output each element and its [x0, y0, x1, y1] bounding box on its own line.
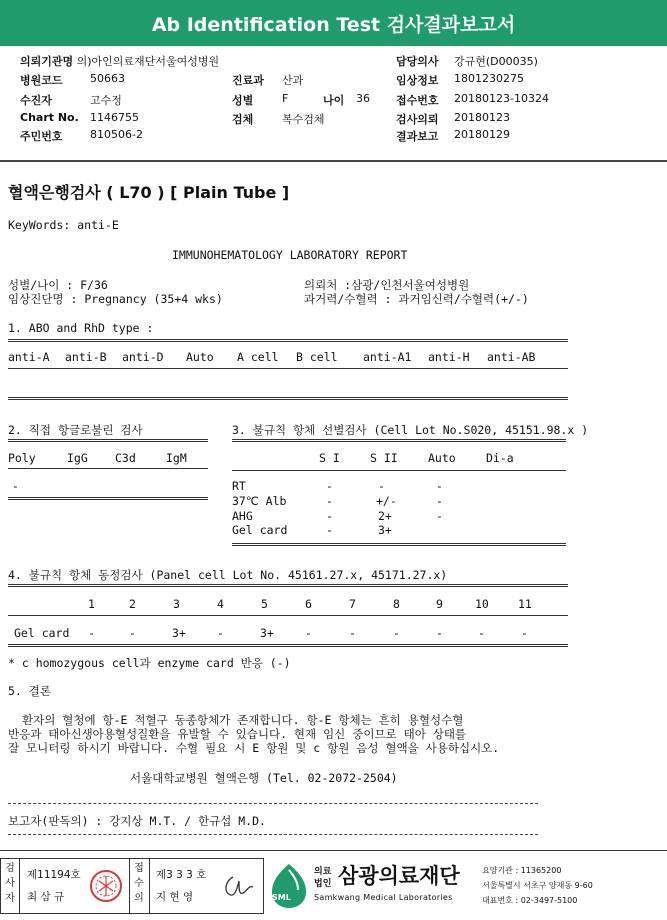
- dept-label: 진료과: [232, 74, 264, 87]
- screen-cell: +/-: [376, 494, 397, 508]
- seal-stamp: [89, 869, 123, 903]
- panel-cell: 3+: [260, 626, 274, 640]
- panel-col: 2: [129, 597, 136, 611]
- abo-top-rule: [8, 339, 568, 342]
- panel-bottom-rule: [8, 644, 568, 647]
- conclusion-line: 잘 모니터링 하시기 바랍니다. 수혈 필요 시 E 항원 및 c 항원 음성 혈액을 사용하십시오.: [8, 741, 500, 755]
- abo-col: anti-H: [428, 350, 470, 364]
- panel-cell: -: [478, 626, 485, 640]
- screen-cell: -: [436, 494, 443, 508]
- panel-heading: 4. 불규칙 항체 동정검사 (Panel cell Lot No. 45161.27.x, 45171.27.x): [8, 568, 448, 582]
- footer-vrule: [129, 859, 130, 913]
- abo-col: Auto: [186, 350, 214, 364]
- panel-top-rule: [8, 584, 568, 587]
- conclusion-line: 환자의 혈청에 항-E 적혈구 동종항체가 존재합니다. 항-E 항체는 흔히 용혈성수혈: [22, 713, 464, 727]
- doctor-value: 강규현(D00035): [454, 55, 538, 68]
- screen-cell: -: [378, 479, 385, 493]
- panel-cell: -: [393, 626, 400, 640]
- panel-mid-rule: [8, 615, 568, 616]
- header-row-patient: 수진자: [20, 94, 52, 107]
- clinical-info-value: 1801230275: [454, 72, 524, 85]
- inspector-label: 검사자: [5, 863, 15, 904]
- approver-label: 접수의: [134, 863, 144, 904]
- dat-col: C3d: [115, 451, 136, 465]
- panel-cell: 3+: [172, 626, 186, 640]
- abo-col: anti-A1: [363, 350, 412, 364]
- panel-col: 8: [393, 597, 400, 611]
- conclusion-line: 반응과 태아신생아용혈성질환을 유발할 수 있습니다. 현재 임신 중이므로 태아 상태를: [8, 727, 467, 741]
- panel-row-label: Gel card: [14, 626, 70, 640]
- clinical-info-label: 임상정보: [396, 74, 439, 87]
- footer-signatures: [0, 858, 264, 914]
- company-name: 삼광의료재단: [338, 864, 460, 888]
- panel-col: 11: [518, 597, 532, 611]
- reporter-top-rule: [8, 803, 538, 804]
- panel-cell: -: [436, 626, 443, 640]
- header-row-resident-no: 주민번호: [20, 130, 63, 143]
- screen-phase: RT: [232, 479, 246, 493]
- screen-col: Di-a: [486, 451, 514, 465]
- dat-col: IgM: [166, 451, 187, 465]
- patient-sex-age: 성별/나이 : F/36: [8, 278, 108, 292]
- inspector-no: 제11194호: [27, 869, 81, 881]
- requester-info: 의뢰처 :삼광/인천서울여성병원: [304, 278, 470, 292]
- hospital-code-value: 50663: [90, 72, 125, 85]
- screen-phase: AHG: [232, 509, 253, 523]
- panel-col: 9: [436, 597, 443, 611]
- header-row-chart: Chart No.: [20, 111, 79, 124]
- abo-col: anti-D: [122, 350, 164, 364]
- panel-cell: -: [521, 626, 528, 640]
- panel-cell: -: [129, 626, 136, 640]
- panel-col: 6: [305, 597, 312, 611]
- report-title-banner: [0, 0, 667, 46]
- screen-heading: 3. 불규칙 항체 선별검사 (Cell Lot No.S020, 45151.98.x ): [232, 423, 589, 437]
- sex-value: F: [282, 92, 289, 105]
- dat-value: -: [12, 479, 19, 493]
- header-divider: [0, 160, 667, 162]
- company-info-address: 서울특별시 서초구 양재동 9-60: [482, 881, 593, 890]
- request-date-label: 검사의뢰: [396, 113, 439, 126]
- doctor-label: 담당의사: [396, 55, 439, 68]
- abo-heading: 1. ABO and RhD type :: [8, 321, 154, 335]
- abo-col: anti-AB: [487, 350, 536, 364]
- panel-col: 4: [217, 597, 224, 611]
- footer-vrule: [149, 859, 150, 913]
- patient-diagnosis: 임상진단명 : Pregnancy (35+4 wks): [8, 292, 223, 306]
- screen-mid-rule: [232, 470, 566, 471]
- screen-cell: -: [436, 479, 443, 493]
- company-prefix: 법인: [314, 879, 332, 889]
- receipt-no-label: 접수번호: [396, 94, 439, 107]
- signature: [221, 871, 257, 901]
- sml-logo-text: SML: [272, 893, 291, 902]
- dat-bottom-rule: [8, 497, 208, 500]
- report-title: Ab Identification Test 검사결과보고서: [151, 13, 516, 36]
- keywords: KeyWords: anti-E: [8, 218, 119, 232]
- screen-cell: -: [326, 494, 333, 508]
- panel-cell: -: [349, 626, 356, 640]
- specimen-value: 복수검체: [282, 113, 325, 126]
- age-value: 36: [356, 92, 370, 105]
- reporter: 보고자(판독의) : 강지상 M.T. / 한규섭 M.D.: [8, 814, 266, 828]
- abo-col: A cell: [237, 350, 279, 364]
- screen-phase: Gel card: [232, 523, 288, 537]
- abo-col: B cell: [296, 350, 338, 364]
- company-info-phone: 대표번호 : 02-3497-5100: [482, 896, 578, 905]
- screen-top-rule: [232, 439, 566, 442]
- screen-cell: -: [326, 523, 333, 537]
- footer-divider: [0, 850, 667, 851]
- screen-cell: -: [326, 509, 333, 523]
- screen-col: Auto: [428, 451, 456, 465]
- company-english-name: Samkwang Medical Laboratories: [314, 893, 453, 902]
- blood-bank-contact: 서울대학교병원 혈액은행 (Tel. 02-2072-2504): [130, 771, 398, 785]
- dat-col: IgG: [67, 451, 88, 465]
- panel-col: 3: [173, 597, 180, 611]
- receipt-no-value: 20180123-10324: [454, 92, 549, 105]
- dat-top-rule: [8, 439, 208, 442]
- abo-bottom-rule: [8, 397, 568, 400]
- company-info-code: 요양기관 : 11365200: [482, 866, 562, 875]
- screen-cell: -: [436, 509, 443, 523]
- request-date-value: 20180123: [454, 111, 510, 124]
- abo-col: anti-A: [8, 350, 50, 364]
- chart-value: 1146755: [90, 111, 139, 124]
- reporter-bottom-rule: [8, 834, 538, 835]
- resident-no-value: 810506-2: [90, 128, 143, 141]
- screen-bottom-rule: [232, 543, 566, 546]
- approver-no: 제3 3 3 호: [156, 869, 207, 881]
- header-row-hospital-code: 병원코드: [20, 74, 63, 87]
- panel-col: 1: [88, 597, 95, 611]
- conclusion-heading: 5. 결론: [8, 684, 51, 698]
- section-title: 혈액은행검사 ( L70 ) [ Plain Tube ]: [8, 183, 290, 202]
- panel-cell: -: [217, 626, 224, 640]
- panel-col: 7: [349, 597, 356, 611]
- panel-cell: -: [305, 626, 312, 640]
- company-prefix: 의료: [314, 867, 332, 877]
- panel-note: * c homozygous cell과 enzyme card 반응 (-): [8, 656, 291, 670]
- screen-col: S I: [319, 451, 340, 465]
- header-row-requester: 의뢰기관명 의)아인의료재단서울여성병원: [20, 55, 220, 68]
- footer-vrule: [19, 859, 20, 913]
- inspector-name: 최 삼 규: [27, 891, 65, 903]
- panel-col: 10: [475, 597, 489, 611]
- screen-phase: 37℃ Alb: [232, 494, 287, 508]
- abo-mid-rule: [8, 368, 568, 369]
- specimen-label: 검체: [232, 113, 254, 126]
- history-info: 과거력/수혈력 : 과거임신력/수혈력(+/-): [304, 292, 529, 306]
- sml-logo-icon: [268, 862, 310, 910]
- screen-cell: -: [326, 479, 333, 493]
- sex-label: 성별: [232, 94, 254, 107]
- screen-cell: 3+: [378, 523, 392, 537]
- report-date-label: 결과보고: [396, 130, 439, 143]
- panel-col: 5: [261, 597, 268, 611]
- dat-col: Poly: [8, 451, 36, 465]
- panel-cell: -: [88, 626, 95, 640]
- approver-name: 지 현 영: [156, 891, 194, 903]
- screen-cell: 2+: [378, 509, 392, 523]
- report-date-value: 20180129: [454, 128, 510, 141]
- dept-value: 산과: [282, 74, 304, 87]
- age-label: 나이: [323, 94, 345, 107]
- dat-mid-rule: [8, 468, 208, 469]
- abo-col: anti-B: [65, 350, 107, 364]
- dat-heading: 2. 직접 항글로불린 검사: [8, 423, 143, 437]
- lab-report-title: IMMUNOHEMATOLOGY LABORATORY REPORT: [172, 248, 408, 262]
- patient-value: 고수정: [90, 94, 122, 107]
- screen-col: S II: [370, 451, 398, 465]
